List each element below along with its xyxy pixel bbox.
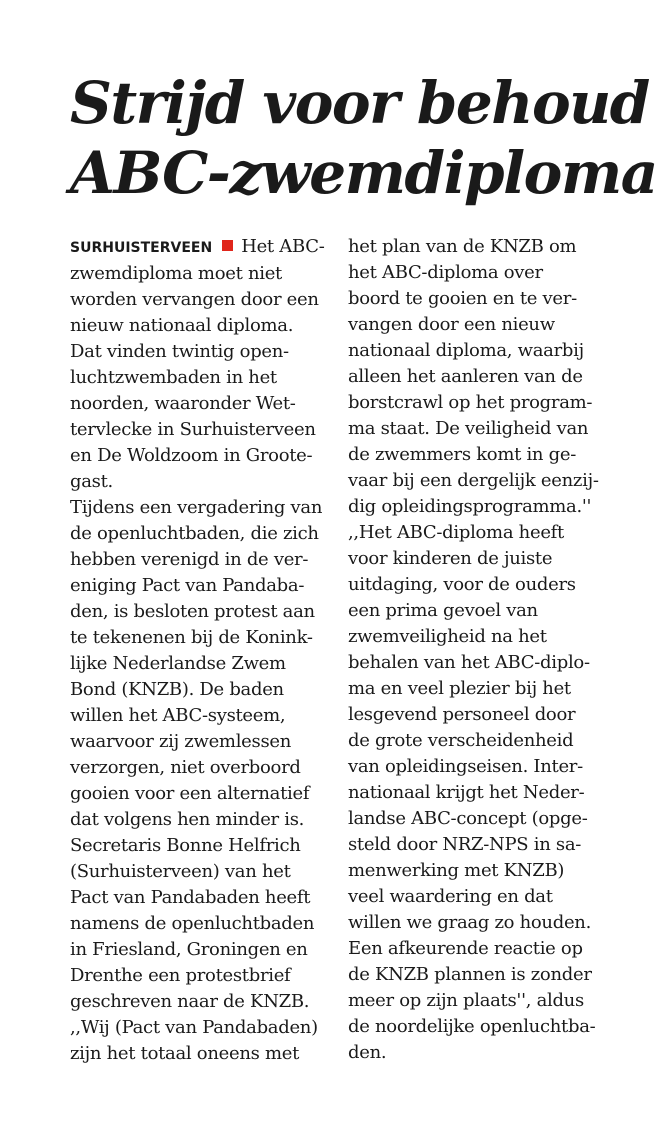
- left-column-body: [70, 261, 332, 1067]
- text-line: borstcrawl op het program-: [348, 392, 593, 413]
- text-line: worden vervangen door een: [70, 289, 319, 310]
- text-line: boord te gooien en te ver-: [348, 288, 577, 309]
- text-line: vangen door een nieuw: [348, 314, 555, 335]
- text-line: verzorgen, niet overboord: [70, 757, 301, 778]
- text-line: dat volgens hen minder is.: [70, 809, 305, 830]
- text-line: het plan van de KNZB om: [348, 236, 577, 257]
- text-line: gooien voor een alternatief: [70, 783, 310, 804]
- text-line: landse ABC-concept (opge-: [348, 808, 588, 829]
- text-line: Tijdens een vergadering van: [70, 497, 323, 518]
- text-line: nieuw nationaal diploma.: [70, 315, 294, 336]
- text-line: menwerking met KNZB): [348, 860, 565, 881]
- text-line: van opleidingseisen. Inter-: [348, 756, 583, 777]
- text-line: gast.: [70, 471, 113, 492]
- text-line: in Friesland, Groningen en: [70, 939, 308, 960]
- text-line: voor kinderen de juiste: [348, 548, 553, 569]
- text-line: hebben verenigd in de ver-: [70, 549, 309, 570]
- text-line: behalen van het ABC-diplo-: [348, 652, 590, 673]
- text-line: namens de openluchtbaden: [70, 913, 315, 934]
- article-column-right: [348, 234, 610, 1066]
- lead-line: [70, 234, 332, 261]
- text-line: en De Woldzoom in Groote-: [70, 445, 313, 466]
- text-line: lijke Nederlandse Zwem: [70, 653, 286, 674]
- article-column-left: [70, 234, 332, 1067]
- text-line: willen het ABC-systeem,: [70, 705, 286, 726]
- text-line: een prima gevoel van: [348, 600, 538, 621]
- text-line: tervlecke in Surhuisterveen: [70, 419, 316, 440]
- text-line: Drenthe een protestbrief: [70, 965, 291, 986]
- text-line: te tekenenen bij de Konink-: [70, 627, 313, 648]
- headline-line-1: Strijd voor behoud: [70, 69, 649, 137]
- text-line: nationaal diploma, waarbij: [348, 340, 584, 361]
- text-line: geschreven naar de KNZB.: [70, 991, 310, 1012]
- text-line: lesgevend personeel door: [348, 704, 576, 725]
- text-line: zwemveiligheid na het: [348, 626, 547, 647]
- text-line: luchtzwembaden in het: [70, 367, 277, 388]
- text-line: eniging Pact van Pandaba-: [70, 575, 305, 596]
- text-line: (Surhuisterveen) van het: [70, 861, 291, 882]
- text-line: willen we graag zo houden.: [348, 912, 592, 933]
- text-line: den.: [348, 1042, 387, 1063]
- dateline: SURHUISTERVEEN: [70, 240, 213, 256]
- text-line: Dat vinden twintig open-: [70, 341, 289, 362]
- headline-line-2: ABC-zwemdiploma: [70, 139, 657, 207]
- text-line: den, is besloten protest aan: [70, 601, 315, 622]
- text-line: de openluchtbaden, die zich: [70, 523, 319, 544]
- text-line: noorden, waaronder Wet-: [70, 393, 296, 414]
- text-line: Bond (KNZB). De baden: [70, 679, 284, 700]
- text-line: Pact van Pandabaden heeft: [70, 887, 311, 908]
- right-column-body: [348, 234, 610, 1066]
- text-line: steld door NRZ-NPS in sa-: [348, 834, 582, 855]
- text-line: veel waardering en dat: [348, 886, 553, 907]
- text-line: meer op zijn plaats'', aldus: [348, 990, 584, 1011]
- text-line: zwemdiploma moet niet: [70, 263, 282, 284]
- red-square-marker: [222, 240, 233, 251]
- text-line: Secretaris Bonne Helfrich: [70, 835, 301, 856]
- text-line: de grote verscheidenheid: [348, 730, 574, 751]
- text-line: zijn het totaal oneens met: [70, 1043, 300, 1064]
- text-line: ,,Wij (Pact van Pandabaden): [70, 1017, 318, 1038]
- text-line: de zwemmers komt in ge-: [348, 444, 576, 465]
- text-line: de noordelijke openluchtba-: [348, 1016, 596, 1037]
- text-line: het ABC-diploma over: [348, 262, 543, 283]
- text-line: ma staat. De veiligheid van: [348, 418, 589, 439]
- text-line: de KNZB plannen is zonder: [348, 964, 592, 985]
- text-line: waarvoor zij zwemlessen: [70, 731, 292, 752]
- text-line: ,,Het ABC-diploma heeft: [348, 522, 564, 543]
- text-line: vaar bij een dergelijk eenzij-: [348, 470, 599, 491]
- text-line: ma en veel plezier bij het: [348, 678, 571, 699]
- text-line: alleen het aanleren van de: [348, 366, 583, 387]
- text-line: nationaal krijgt het Neder-: [348, 782, 585, 803]
- article-headline: [70, 68, 657, 208]
- lead-text: Het ABC-: [241, 236, 325, 257]
- text-line: Een afkeurende reactie op: [348, 938, 583, 959]
- text-line: dig opleidingsprogramma.'': [348, 496, 592, 517]
- text-line: uitdaging, voor de ouders: [348, 574, 576, 595]
